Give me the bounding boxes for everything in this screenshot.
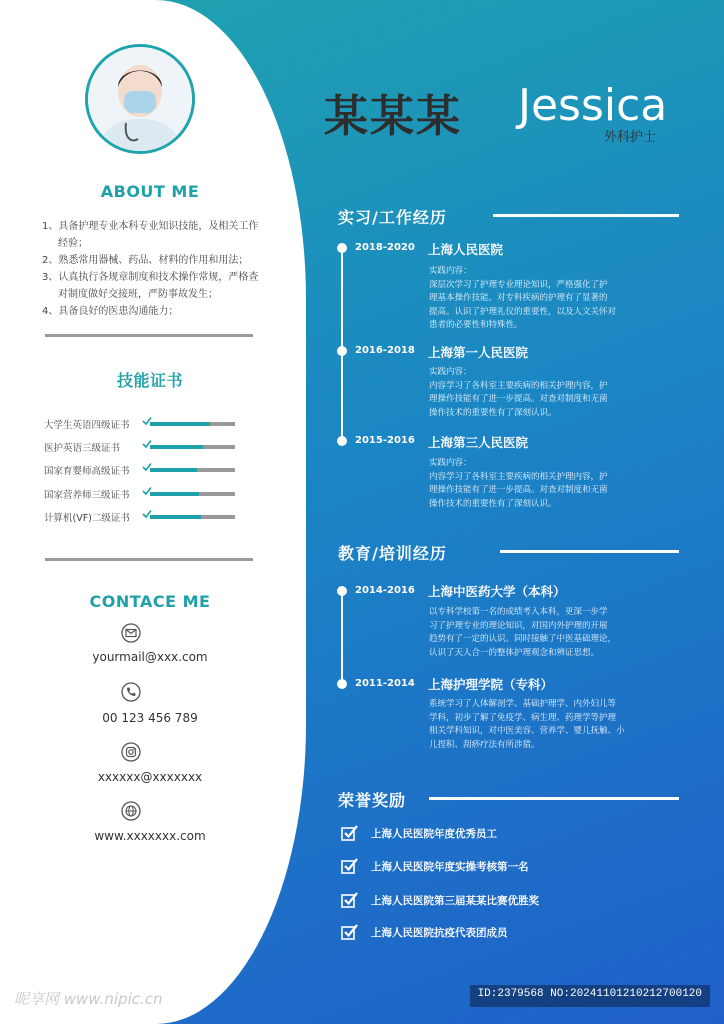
contact-phone[interactable]: 00 123 456 789 [102,711,198,725]
checkbox-checked-icon [341,923,359,941]
instagram-icon [121,742,141,762]
list-item: 3、认真执行各规章制度和技术操作常规，严格查对制度做好交接班，严防事故发生； [42,272,259,300]
award-item: 上海人民医院年度优秀员工 [371,828,497,840]
skill-name: 大学生英语四级证书 [44,420,130,431]
work-period-1: 2018-2020 [355,242,415,253]
work-desc-1: 实践内容： 深层次学习了护理专业理论知识，严格强化了护 理基本操作技能。对专科疾病的护理有了显著的 提高。认识了护理礼仪的重要性，以及人文关怀对 患者的必要性和特殊性。 [429,266,617,330]
skill-row [44,417,244,431]
skill-bar-fill [150,445,203,449]
education-title: 教育/培训经历 [338,544,447,563]
checkbox-checked-icon [341,824,359,842]
edu-org-1: 上海中医药大学（本科） [428,584,566,599]
work-desc-3: 实践内容： 内容学习了各科室主要疾病的相关护理内容，护 理操作技能有了进一步提高。对查对制度和无菌 操作技术的重要性有了深刻认识。 [429,458,608,509]
timeline-dot [337,586,347,596]
skill-row [44,463,244,477]
timeline-dot [337,243,347,253]
section-rule [493,214,679,217]
name-chinese: 某某某 [324,91,462,142]
timeline-dot [337,679,347,689]
avatar [85,44,195,154]
skill-bar-fill [150,422,210,426]
contact-social[interactable]: xxxxxx@xxxxxxx [97,770,203,784]
skill-bar [150,515,235,519]
skill-name: 国家育婴师高级证书 [44,466,130,477]
phone-icon [121,682,141,702]
section-rule [429,797,679,800]
contact-email[interactable]: yourmail@xxx.com [92,650,208,664]
skill-row [44,440,244,454]
checkbox-checked-icon [341,891,359,909]
skill-bar [150,468,235,472]
skills-title: 技能证书 [116,371,183,390]
skill-bar-fill [150,515,201,519]
nurse-photo-icon [88,47,192,151]
skill-bar-fill [150,492,199,496]
edu-org-2: 上海护理学院（专科） [428,677,554,692]
section-rule [500,550,679,553]
skill-name: 计算机(VF)二级证书 [44,513,130,524]
work-desc-2: 实践内容： 内容学习了各科室主要疾病的相关护理内容，护 理操作技能有了进一步提高。对查对制度和无菌 操作技术的重要性有了深刻认识。 [429,367,608,418]
about-title: ABOUT ME [100,182,200,201]
skill-row [44,510,244,524]
award-item: 上海人民医院第三届某某比赛优胜奖 [371,895,539,907]
globe-icon [121,801,141,821]
name-english: Jessica [518,80,668,131]
about-list [42,218,262,320]
edu-period-1: 2014-2016 [355,585,415,596]
divider [45,558,253,561]
work-period-2: 2016-2018 [355,345,415,356]
skill-name: 国家营养师三级证书 [44,490,130,501]
award-item: 上海人民医院抗疫代表团成员 [371,927,508,939]
work-period-3: 2015-2016 [355,435,415,446]
work-org-2: 上海第一人民医院 [428,345,529,360]
timeline-dot [337,346,347,356]
skill-name: 医护英语三级证书 [44,443,121,454]
skill-bar [150,422,235,426]
timeline-line [341,590,343,684]
skill-row [44,487,244,501]
awards-title: 荣誉奖励 [338,791,407,810]
divider [45,334,253,337]
contact-title: CONTACE ME [89,592,211,611]
mail-icon [121,623,141,643]
timeline-line [341,247,343,441]
edu-desc-1: 以专科学校第一名的成绩考入本科，更深一步学 习了护理专业的理论知识，对国内外护理的开展 趋势有了一定的认识。同时接触了中医基础理论， 认识了天人合一的整体护理观念和辨证思想。 [429,607,617,658]
job-role: 外科护士 [604,130,657,145]
edu-desc-2: 系统学习了人体解剖学、基础护理学、内外妇儿等 学科，初步了解了免疫学、病生理、药理学等护理 相关学科知识，对中医美容、营养学、婴儿抚触、小 儿捏积、刮痧疗法有所涉猎。 [429,699,625,750]
list-item: 1、具备护理专业本科专业知识技能，及相关工作经验； [42,221,259,249]
watermark-id: ID:2379568 NO:20241101210212700120 [470,985,710,1007]
work-title: 实习/工作经历 [338,208,447,227]
list-item: 2、熟悉常用器械、药品、材料的作用和用法； [42,255,249,266]
contact-website[interactable]: www.xxxxxxx.com [94,829,206,843]
work-org-1: 上海人民医院 [428,242,504,257]
skill-bar [150,492,235,496]
skill-bar-fill [150,468,197,472]
edu-period-2: 2011-2014 [355,678,415,689]
list-item: 4、具备良好的医患沟通能力； [42,306,179,317]
work-org-3: 上海第三人民医院 [428,435,529,450]
skill-bar [150,445,235,449]
timeline-dot [337,436,347,446]
watermark-site: 昵享网 www.nipic.cn [14,990,163,1008]
award-item: 上海人民医院年度实操考核第一名 [371,861,529,873]
checkbox-checked-icon [341,857,359,875]
